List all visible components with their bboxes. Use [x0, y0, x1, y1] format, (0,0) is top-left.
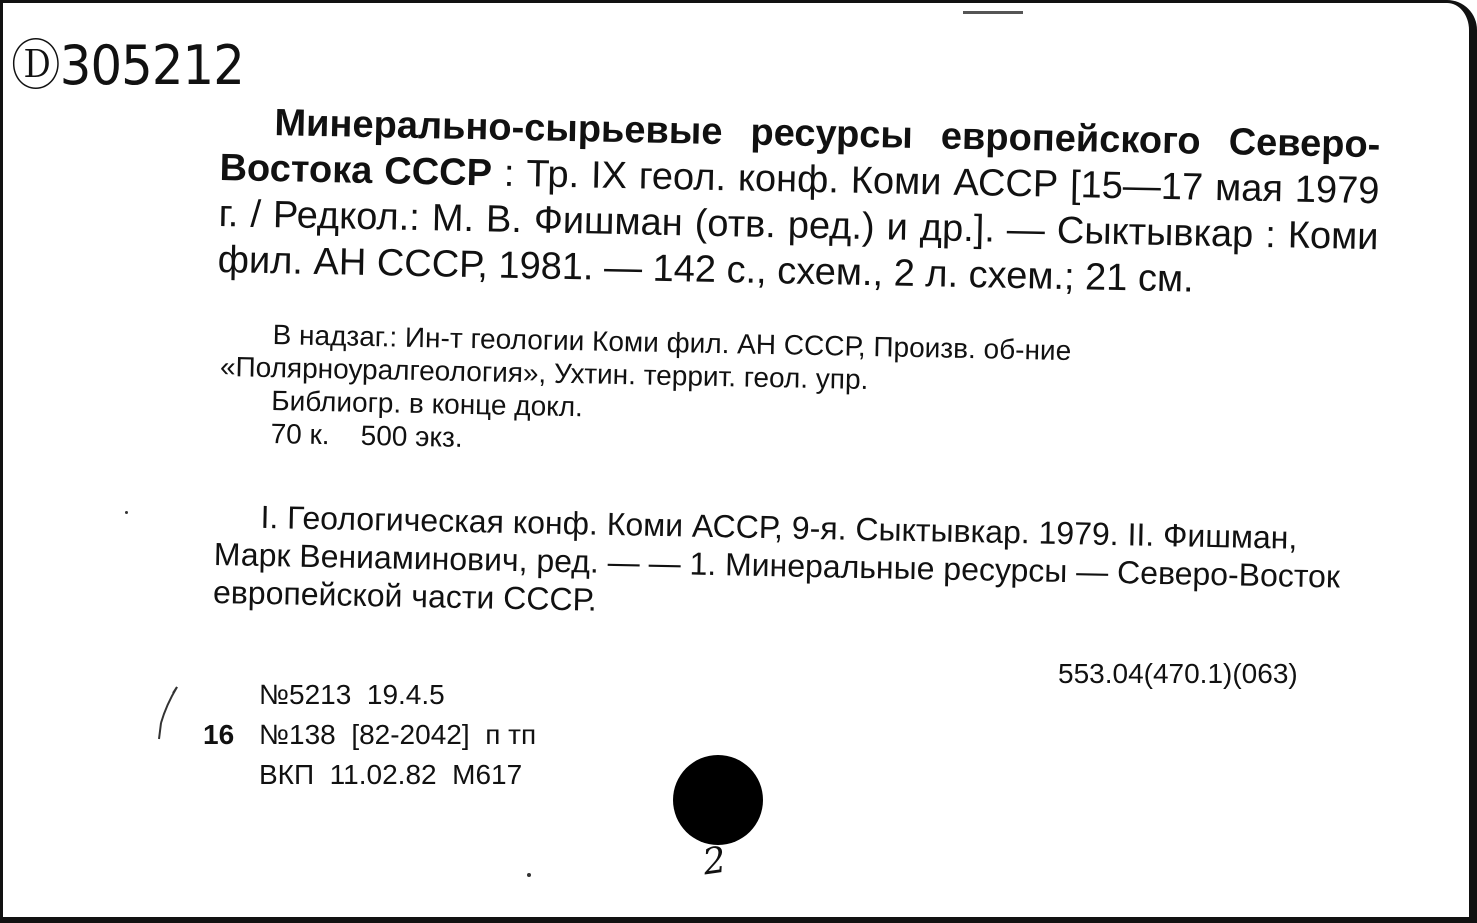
catalog-number: Ⓓ305212 [11, 34, 244, 97]
main-bibliographic-entry [217, 99, 1380, 306]
pencil-stroke-mark [151, 683, 181, 743]
card-punch-hole [673, 755, 763, 845]
accession-line-3: ВКП 11.02.82 М617 [259, 759, 523, 790]
top-edge-mark [963, 11, 1023, 14]
handwritten-mark: 2 [700, 839, 729, 884]
accession-line-2: №138 [82-2042] п тп [259, 719, 537, 750]
speck [527, 873, 531, 877]
accession-count: 16 [203, 719, 235, 750]
note-price-circulation: 70 к. 500 экз. [270, 418, 463, 453]
tracing-text: I. Геологическая конф. Коми АССР, 9-я. Сыктывкар. 1979. II. Фишман, Марк Вениаминович, ред. — — 1. Минеральные ресурсы — Северо-Восток европейской части СССР. [212, 498, 1341, 618]
entry-description: : Тр. IX геол. конф. Коми АССР [15—17 мая 1979 г. / Редкол.: М. В. Фишман (отв. ред.) и др.]. — Сыктывкар : Коми фил. АН СССР, 1981. — 142 с., схем., 2 л. схем.; 21 см. [217, 152, 1380, 301]
udc-classification: 553.04(470.1)(063) [1058, 658, 1298, 689]
entry-title: Минерально-сырьевые ресурсы европейского Северо-Востока СССР [219, 102, 1381, 195]
note-bibliography: Библиогр. в конце докл. [271, 385, 584, 423]
accession-block [203, 675, 536, 795]
speck [125, 511, 128, 514]
tracing-entries [213, 497, 1375, 634]
entry-notes [218, 317, 1380, 472]
note-nadzag: В надзаг.: Ин-т геологии Коми фил. АН СССР, Произв. об-ние «Полярноуралгеология», Ухтин. террит. геол. упр. [219, 319, 1072, 396]
accession-line-1: №5213 19.4.5 [259, 679, 445, 710]
